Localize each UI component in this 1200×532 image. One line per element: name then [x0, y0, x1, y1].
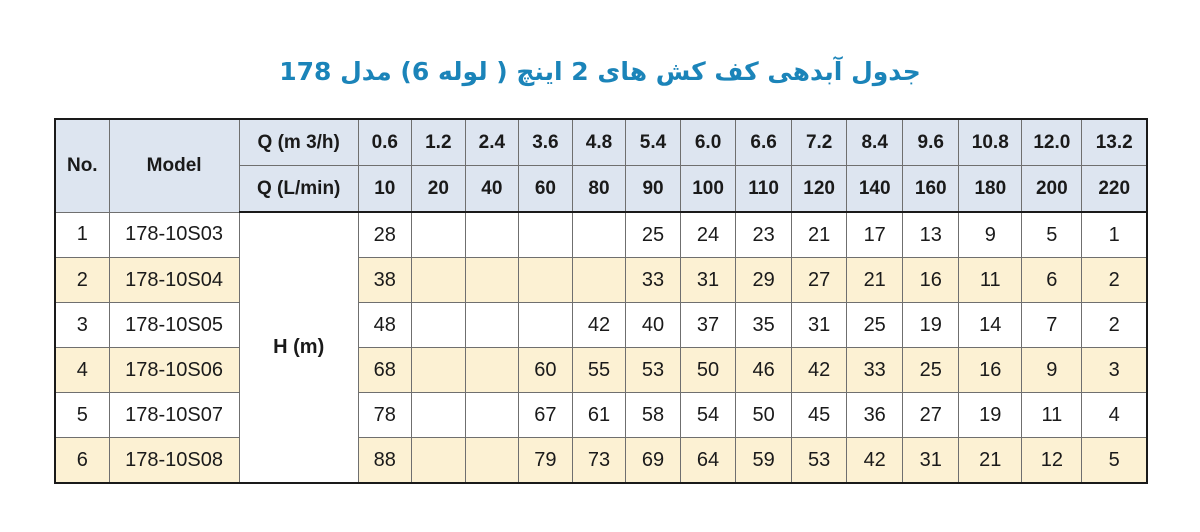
head-value-cell: 54 — [681, 393, 736, 438]
head-value-cell: 25 — [625, 212, 680, 258]
head-value-cell: 5 — [1022, 212, 1082, 258]
head-value-cell: 69 — [625, 438, 680, 484]
row-model: 178-10S08 — [109, 438, 239, 484]
header-q-lmin-cell: 100 — [681, 166, 736, 213]
header-model: Model — [109, 119, 239, 212]
head-value-cell: 45 — [792, 393, 847, 438]
head-value-cell: 42 — [847, 438, 903, 484]
row-number: 6 — [55, 438, 109, 484]
head-value-cell: 42 — [792, 348, 847, 393]
header-q-lmin-cell: 120 — [792, 166, 847, 213]
head-value-cell: 37 — [681, 303, 736, 348]
head-value-cell — [572, 258, 625, 303]
header-q-lmin-cell: 10 — [358, 166, 411, 213]
head-value-cell — [465, 438, 518, 484]
head-value-cell: 17 — [847, 212, 903, 258]
head-value-cell — [465, 393, 518, 438]
head-value-cell: 64 — [681, 438, 736, 484]
head-value-cell: 31 — [903, 438, 959, 484]
row-model: 178-10S07 — [109, 393, 239, 438]
head-value-cell: 19 — [959, 393, 1022, 438]
head-value-cell: 16 — [903, 258, 959, 303]
header-q-m3h-cell: 5.4 — [625, 119, 680, 166]
header-q-m3h-cell: 6.0 — [681, 119, 736, 166]
head-value-cell: 58 — [625, 393, 680, 438]
head-value-cell: 55 — [572, 348, 625, 393]
head-value-cell: 28 — [358, 212, 411, 258]
head-value-cell: 7 — [1022, 303, 1082, 348]
head-value-cell: 2 — [1082, 303, 1147, 348]
header-q-m3h-cell: 4.8 — [572, 119, 625, 166]
row-model: 178-10S04 — [109, 258, 239, 303]
table-row — [55, 258, 1147, 303]
head-value-cell: 40 — [625, 303, 680, 348]
header-q-m3h-cell: 10.8 — [959, 119, 1022, 166]
head-value-cell: 5 — [1082, 438, 1147, 484]
head-value-cell: 48 — [358, 303, 411, 348]
page-title: جدول آبدهی کف کش های 2 اینچ ( لوله 6) مدل 178 — [279, 57, 921, 86]
head-value-cell: 29 — [736, 258, 792, 303]
head-value-cell: 31 — [681, 258, 736, 303]
header-q-lmin-cell: 180 — [959, 166, 1022, 213]
table-row — [55, 438, 1147, 484]
head-value-cell: 21 — [959, 438, 1022, 484]
head-value-cell — [411, 438, 465, 484]
head-value-cell: 9 — [1022, 348, 1082, 393]
head-value-cell: 50 — [681, 348, 736, 393]
head-label: H (m) — [239, 212, 358, 483]
header-q-lmin-cell: 80 — [572, 166, 625, 213]
header-q-lmin-label: Q (L/min) — [239, 166, 358, 213]
row-model: 178-10S06 — [109, 348, 239, 393]
head-value-cell: 21 — [792, 212, 847, 258]
head-value-cell: 53 — [792, 438, 847, 484]
header-q-m3h-cell: 1.2 — [411, 119, 465, 166]
head-value-cell: 68 — [358, 348, 411, 393]
head-value-cell — [518, 303, 572, 348]
head-value-cell — [411, 258, 465, 303]
head-value-cell — [465, 212, 518, 258]
table-row — [55, 212, 1147, 258]
head-value-cell: 13 — [903, 212, 959, 258]
head-value-cell: 12 — [1022, 438, 1082, 484]
header-q-lmin-cell: 90 — [625, 166, 680, 213]
head-value-cell — [465, 258, 518, 303]
head-value-cell: 67 — [518, 393, 572, 438]
head-value-cell: 1 — [1082, 212, 1147, 258]
header-q-m3h-cell: 2.4 — [465, 119, 518, 166]
table-row — [55, 393, 1147, 438]
header-q-m3h-cell: 9.6 — [903, 119, 959, 166]
head-value-cell: 27 — [792, 258, 847, 303]
row-model: 178-10S03 — [109, 212, 239, 258]
table-row — [55, 303, 1147, 348]
header-q-lmin-cell: 40 — [465, 166, 518, 213]
header-q-m3h-cell: 8.4 — [847, 119, 903, 166]
pump-performance-table — [54, 118, 1148, 484]
head-value-cell: 59 — [736, 438, 792, 484]
head-value-cell: 35 — [736, 303, 792, 348]
head-value-cell: 2 — [1082, 258, 1147, 303]
head-value-cell — [518, 258, 572, 303]
head-value-cell — [518, 212, 572, 258]
head-value-cell: 9 — [959, 212, 1022, 258]
header-q-m3h-cell: 6.6 — [736, 119, 792, 166]
head-value-cell: 61 — [572, 393, 625, 438]
head-value-cell: 14 — [959, 303, 1022, 348]
row-number: 3 — [55, 303, 109, 348]
header-no: No. — [55, 119, 109, 212]
head-value-cell: 73 — [572, 438, 625, 484]
head-value-cell: 50 — [736, 393, 792, 438]
head-value-cell — [411, 303, 465, 348]
head-value-cell: 27 — [903, 393, 959, 438]
head-value-cell: 21 — [847, 258, 903, 303]
head-value-cell — [465, 303, 518, 348]
head-value-cell: 88 — [358, 438, 411, 484]
header-q-lmin-cell: 140 — [847, 166, 903, 213]
header-q-lmin-cell: 160 — [903, 166, 959, 213]
head-value-cell: 23 — [736, 212, 792, 258]
head-value-cell: 33 — [847, 348, 903, 393]
head-value-cell: 19 — [903, 303, 959, 348]
header-q-lmin-cell: 60 — [518, 166, 572, 213]
head-value-cell: 4 — [1082, 393, 1147, 438]
head-value-cell: 36 — [847, 393, 903, 438]
head-value-cell: 31 — [792, 303, 847, 348]
head-value-cell: 38 — [358, 258, 411, 303]
head-value-cell: 11 — [1022, 393, 1082, 438]
header-q-m3h-cell: 0.6 — [358, 119, 411, 166]
head-value-cell: 6 — [1022, 258, 1082, 303]
header-q-m3h-cell: 3.6 — [518, 119, 572, 166]
table-row — [55, 348, 1147, 393]
row-number: 1 — [55, 212, 109, 258]
head-value-cell: 25 — [847, 303, 903, 348]
head-value-cell: 78 — [358, 393, 411, 438]
head-value-cell: 53 — [625, 348, 680, 393]
head-value-cell — [411, 212, 465, 258]
head-value-cell — [572, 212, 625, 258]
head-value-cell — [411, 348, 465, 393]
head-value-cell: 24 — [681, 212, 736, 258]
header-q-lmin-cell: 200 — [1022, 166, 1082, 213]
head-value-cell: 60 — [518, 348, 572, 393]
header-q-m3h-cell: 13.2 — [1082, 119, 1147, 166]
head-value-cell: 11 — [959, 258, 1022, 303]
row-model: 178-10S05 — [109, 303, 239, 348]
head-value-cell: 3 — [1082, 348, 1147, 393]
head-value-cell: 16 — [959, 348, 1022, 393]
header-q-lmin-cell: 220 — [1082, 166, 1147, 213]
head-value-cell: 46 — [736, 348, 792, 393]
header-q-m3h-label: Q (m 3/h) — [239, 119, 358, 166]
head-value-cell — [465, 348, 518, 393]
head-value-cell: 79 — [518, 438, 572, 484]
header-q-lmin-cell: 110 — [736, 166, 792, 213]
head-value-cell — [411, 393, 465, 438]
head-value-cell: 25 — [903, 348, 959, 393]
header-q-lmin-cell: 20 — [411, 166, 465, 213]
head-value-cell: 33 — [625, 258, 680, 303]
header-q-m3h-cell: 7.2 — [792, 119, 847, 166]
row-number: 2 — [55, 258, 109, 303]
header-q-m3h-cell: 12.0 — [1022, 119, 1082, 166]
header-row-m3h — [55, 119, 1147, 166]
row-number: 4 — [55, 348, 109, 393]
head-value-cell: 42 — [572, 303, 625, 348]
row-number: 5 — [55, 393, 109, 438]
